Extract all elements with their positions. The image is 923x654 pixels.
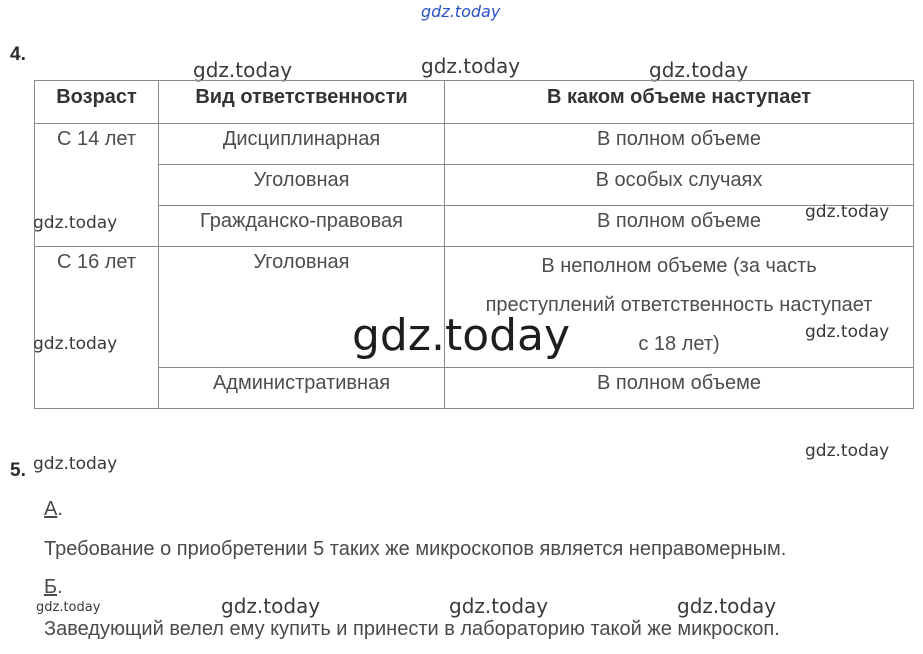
table-header-row [35,81,914,124]
age-label: С 14 лет [56,128,137,150]
option-a-text: Требование о приобретении 5 таких же микроскопов является неправомерным. [44,538,787,560]
watermark: gdz.today [221,594,321,618]
option-a-label: А. [44,498,63,520]
watermark: gdz.today [36,600,101,615]
scope-line: В неполном объеме (за часть [541,255,817,277]
age-label: С 16 лет [56,251,137,273]
kind-cell: Уголовная [159,165,445,206]
table-row [35,165,914,206]
watermark: gdz.today [421,54,521,78]
watermark: gdz.today [805,202,890,222]
watermark: gdz.today [805,441,890,461]
scope-line: с 18 лет) [638,333,720,355]
table-row [35,124,914,165]
watermark-top: gdz.today [421,2,501,21]
watermark: gdz.today [33,334,118,354]
watermark: gdz.today [33,213,118,233]
task-4-number: 4. [10,44,26,65]
kind-cell: Гражданско-правовая [159,206,445,247]
watermark-large: gdz.today [352,310,571,361]
table-row [35,206,914,247]
table-row [35,368,914,409]
option-b-label: Б. [44,576,63,598]
scope-line: преступлений ответственность наступает [485,294,873,316]
watermark: gdz.today [449,594,549,618]
scope-cell: В полном объеме [445,206,914,247]
watermark: gdz.today [805,322,890,342]
scope-cell: В полном объеме [445,124,914,165]
task-5-number: 5. [10,460,26,481]
kind-cell: Дисциплинарная [159,124,445,165]
watermark: gdz.today [649,58,749,82]
header-kind: Вид ответственности [159,81,445,124]
watermark: gdz.today [677,594,777,618]
watermark: gdz.today [193,58,293,82]
kind-cell: Административная [159,368,445,409]
option-b-text: Заведующий велел ему купить и принести в лабораторию такой же микроскоп. [44,618,780,640]
age-cell [35,247,159,409]
scope-cell: В полном объеме [445,368,914,409]
header-scope: В каком объеме наступает [445,81,914,124]
watermark: gdz.today [33,454,118,474]
scope-cell: В особых случаях [445,165,914,206]
kind-cell: Уголовная [159,247,445,368]
header-age: Возраст [35,81,159,124]
